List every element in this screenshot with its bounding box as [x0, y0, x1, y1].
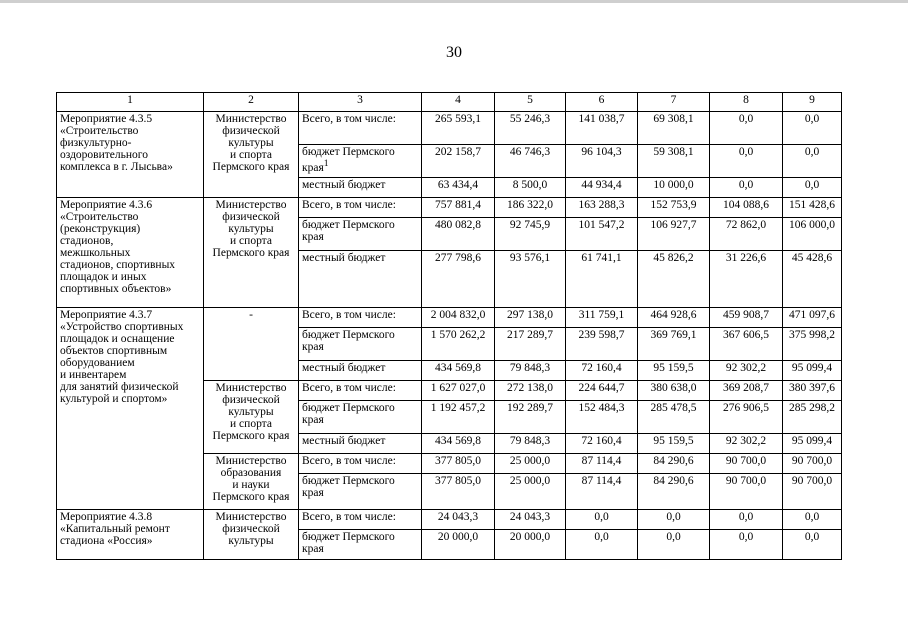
value-cell: 480 082,8 — [422, 218, 495, 251]
value-cell: 46 746,3 — [495, 145, 566, 178]
value-cell: 104 088,6 — [710, 198, 783, 218]
value-cell: 377 805,0 — [422, 454, 495, 474]
value-cell: 24 043,3 — [495, 510, 566, 530]
value-cell: 192 289,7 — [495, 401, 566, 434]
value-cell: 61 741,1 — [566, 251, 638, 308]
value-cell: 0,0 — [783, 178, 842, 198]
value-cell: 90 700,0 — [783, 454, 842, 474]
value-cell: 20 000,0 — [495, 530, 566, 560]
value-cell: 45 826,2 — [638, 251, 710, 308]
value-cell: 84 290,6 — [638, 474, 710, 510]
value-cell: 757 881,4 — [422, 198, 495, 218]
value-cell: 45 428,6 — [783, 251, 842, 308]
value-cell: 0,0 — [783, 510, 842, 530]
value-cell: 434 569,8 — [422, 361, 495, 381]
value-cell: 276 906,5 — [710, 401, 783, 434]
column-header: 3 — [299, 93, 422, 112]
value-cell: 277 798,6 — [422, 251, 495, 308]
source-cell: Всего, в том числе: — [299, 381, 422, 401]
source-cell: местный бюджет — [299, 361, 422, 381]
value-cell: 106 927,7 — [638, 218, 710, 251]
value-cell: 79 848,3 — [495, 361, 566, 381]
table-row — [57, 308, 842, 328]
event-title: Мероприятие 4.3.6 «Строительство (реконструкция) стадионов, межшкольных стадионов, спортивных площадок и иных спортивных объектов» — [57, 198, 204, 308]
value-cell: 95 099,4 — [783, 361, 842, 381]
value-cell: 55 246,3 — [495, 112, 566, 145]
value-cell: 152 484,3 — [566, 401, 638, 434]
column-header: 6 — [566, 93, 638, 112]
value-cell: 377 805,0 — [422, 474, 495, 510]
value-cell: 434 569,8 — [422, 434, 495, 454]
source-label: бюджет Пермского края — [302, 146, 395, 174]
executor-cell: Министерство физической культуры и спорта Пермского края — [204, 112, 299, 198]
value-cell: 92 302,2 — [710, 434, 783, 454]
value-cell: 8 500,0 — [495, 178, 566, 198]
value-cell: 0,0 — [566, 530, 638, 560]
value-cell: 95 159,5 — [638, 434, 710, 454]
value-cell: 25 000,0 — [495, 454, 566, 474]
source-cell — [299, 145, 422, 178]
value-cell: 31 226,6 — [710, 251, 783, 308]
value-cell: 87 114,4 — [566, 474, 638, 510]
value-cell: 95 159,5 — [638, 361, 710, 381]
value-cell: 163 288,3 — [566, 198, 638, 218]
scan-edge-line — [0, 0, 908, 3]
value-cell: 202 158,7 — [422, 145, 495, 178]
value-cell: 72 160,4 — [566, 434, 638, 454]
value-cell: 72 160,4 — [566, 361, 638, 381]
value-cell: 84 290,6 — [638, 454, 710, 474]
value-cell: 0,0 — [638, 530, 710, 560]
executor-cell: Министерство физической культуры и спорта Пермского края — [204, 381, 299, 454]
value-cell: 285 478,5 — [638, 401, 710, 434]
column-header: 5 — [495, 93, 566, 112]
value-cell: 285 298,2 — [783, 401, 842, 434]
column-header: 4 — [422, 93, 495, 112]
value-cell: 69 308,1 — [638, 112, 710, 145]
value-cell: 63 434,4 — [422, 178, 495, 198]
value-cell: 101 547,2 — [566, 218, 638, 251]
table-row — [57, 510, 842, 530]
value-cell: 186 322,0 — [495, 198, 566, 218]
value-cell: 380 397,6 — [783, 381, 842, 401]
value-cell: 471 097,6 — [783, 308, 842, 328]
source-cell: бюджет Пермского края — [299, 474, 422, 510]
value-cell: 459 908,7 — [710, 308, 783, 328]
value-cell: 96 104,3 — [566, 145, 638, 178]
value-cell: 141 038,7 — [566, 112, 638, 145]
column-header: 1 — [57, 93, 204, 112]
value-cell: 25 000,0 — [495, 474, 566, 510]
table-header-row — [57, 93, 842, 112]
page-number: 30 — [446, 44, 462, 61]
value-cell: 95 099,4 — [783, 434, 842, 454]
value-cell: 24 043,3 — [422, 510, 495, 530]
source-cell: Всего, в том числе: — [299, 510, 422, 530]
value-cell: 0,0 — [710, 510, 783, 530]
source-cell: местный бюджет — [299, 251, 422, 308]
value-cell: 0,0 — [783, 112, 842, 145]
budget-table — [56, 92, 842, 560]
value-cell: 2 004 832,0 — [422, 308, 495, 328]
event-title: Мероприятие 4.3.7 «Устройство спортивных площадок и оснащение объектов спортивным оборудованием и инвентарем для занятий физической культурой и спортом» — [57, 308, 204, 510]
source-cell: Всего, в том числе: — [299, 454, 422, 474]
value-cell: 0,0 — [710, 178, 783, 198]
value-cell: 0,0 — [783, 530, 842, 560]
event-title: Мероприятие 4.3.5 «Строительство физкультурно- оздоровительного комплекса в г. Лысьва» — [57, 112, 204, 198]
column-header: 9 — [783, 93, 842, 112]
value-cell: 90 700,0 — [783, 474, 842, 510]
source-cell: Всего, в том числе: — [299, 308, 422, 328]
value-cell: 464 928,6 — [638, 308, 710, 328]
column-header: 2 — [204, 93, 299, 112]
value-cell: 87 114,4 — [566, 454, 638, 474]
value-cell: 217 289,7 — [495, 328, 566, 361]
executor-cell: Министерство образования и науки Пермского края — [204, 454, 299, 510]
value-cell: 311 759,1 — [566, 308, 638, 328]
value-cell: 0,0 — [710, 530, 783, 560]
event-title: Мероприятие 4.3.8 «Капитальный ремонт стадиона «Россия» — [57, 510, 204, 560]
value-cell: 92 745,9 — [495, 218, 566, 251]
value-cell: 0,0 — [783, 145, 842, 178]
source-cell: бюджет Пермского края — [299, 328, 422, 361]
footnote-mark: 1 — [323, 158, 329, 169]
source-cell: местный бюджет — [299, 178, 422, 198]
value-cell: 375 998,2 — [783, 328, 842, 361]
value-cell: 380 638,0 — [638, 381, 710, 401]
value-cell: 90 700,0 — [710, 454, 783, 474]
value-cell: 72 862,0 — [710, 218, 783, 251]
column-header: 8 — [710, 93, 783, 112]
value-cell: 106 000,0 — [783, 218, 842, 251]
source-cell: Всего, в том числе: — [299, 112, 422, 145]
value-cell: 1 627 027,0 — [422, 381, 495, 401]
value-cell: 367 606,5 — [710, 328, 783, 361]
value-cell: 369 769,1 — [638, 328, 710, 361]
value-cell: 0,0 — [710, 112, 783, 145]
value-cell: 152 753,9 — [638, 198, 710, 218]
source-cell: бюджет Пермского края — [299, 218, 422, 251]
value-cell: 369 208,7 — [710, 381, 783, 401]
value-cell: 297 138,0 — [495, 308, 566, 328]
table-row — [57, 112, 842, 145]
executor-cell: - — [204, 308, 299, 381]
column-header: 7 — [638, 93, 710, 112]
value-cell: 272 138,0 — [495, 381, 566, 401]
value-cell: 265 593,1 — [422, 112, 495, 145]
executor-cell: Министерство физической культуры — [204, 510, 299, 560]
value-cell: 0,0 — [566, 510, 638, 530]
value-cell: 10 000,0 — [638, 178, 710, 198]
executor-cell: Министерство физической культуры и спорта Пермского края — [204, 198, 299, 308]
value-cell: 1 192 457,2 — [422, 401, 495, 434]
source-cell: местный бюджет — [299, 434, 422, 454]
value-cell: 20 000,0 — [422, 530, 495, 560]
table-row — [57, 198, 842, 218]
source-cell: бюджет Пермского края — [299, 530, 422, 560]
value-cell: 239 598,7 — [566, 328, 638, 361]
value-cell: 90 700,0 — [710, 474, 783, 510]
value-cell: 93 576,1 — [495, 251, 566, 308]
source-cell: Всего, в том числе: — [299, 198, 422, 218]
value-cell: 79 848,3 — [495, 434, 566, 454]
source-cell: бюджет Пермского края — [299, 401, 422, 434]
value-cell: 92 302,2 — [710, 361, 783, 381]
value-cell: 44 934,4 — [566, 178, 638, 198]
value-cell: 59 308,1 — [638, 145, 710, 178]
value-cell: 1 570 262,2 — [422, 328, 495, 361]
value-cell: 0,0 — [638, 510, 710, 530]
value-cell: 0,0 — [710, 145, 783, 178]
value-cell: 151 428,6 — [783, 198, 842, 218]
value-cell: 224 644,7 — [566, 381, 638, 401]
